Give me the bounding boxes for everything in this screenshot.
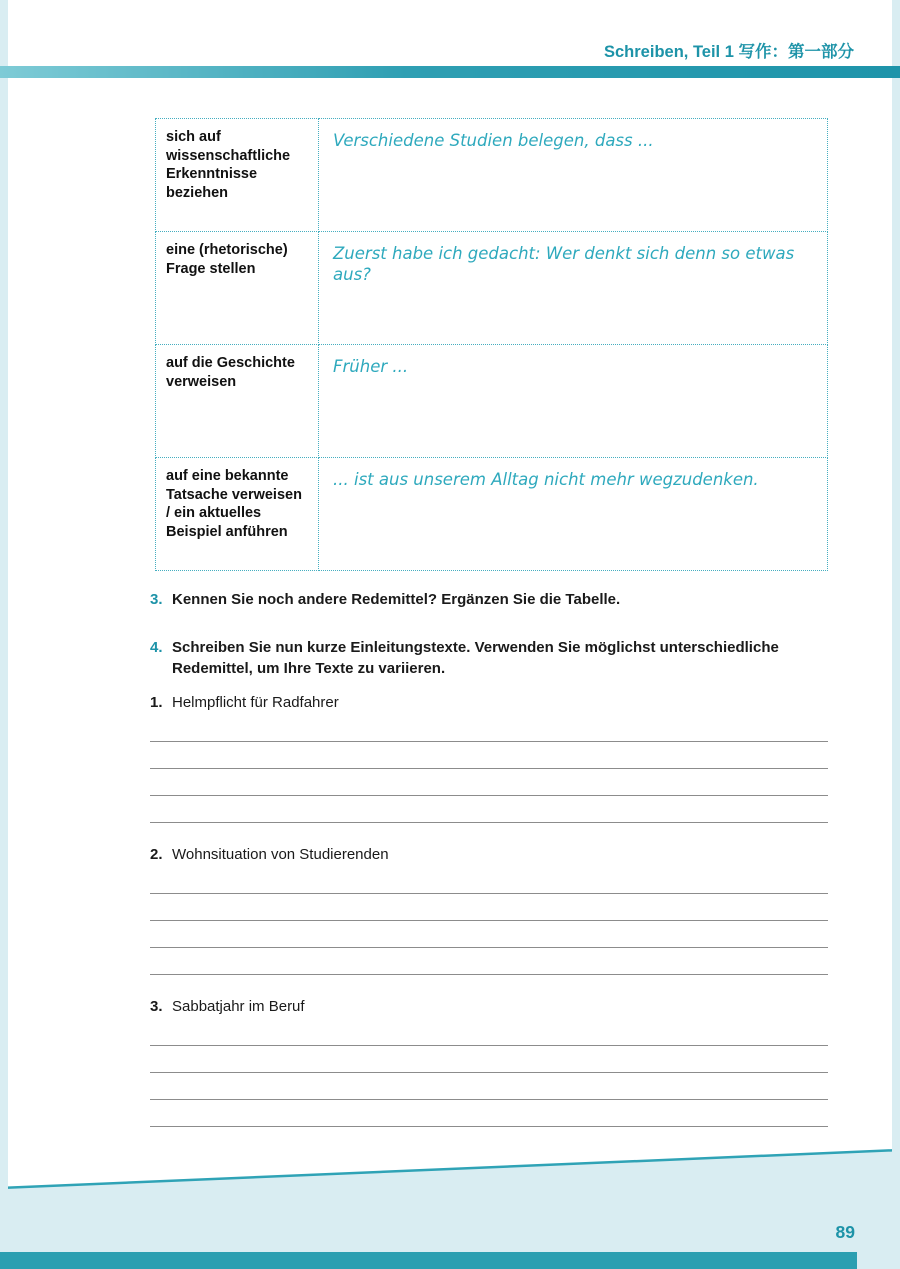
exercise-4 <box>150 638 830 679</box>
writing-line[interactable] <box>150 769 828 796</box>
task-topic: Helmpflicht für Radfahrer <box>172 693 339 711</box>
table-row <box>156 345 828 458</box>
footer-diagonal-decoration <box>0 1147 900 1269</box>
writing-area <box>150 712 828 823</box>
writing-area <box>150 864 828 975</box>
writing-line[interactable] <box>150 1046 828 1073</box>
writing-line[interactable] <box>150 742 828 769</box>
page-header-title: Schreiben, Teil 1 写作：第一部分 <box>604 43 854 61</box>
row-example-field[interactable]: ... ist aus unserem Alltag nicht mehr wegzudenken. <box>319 458 828 571</box>
exercise-number: 3. <box>150 591 163 608</box>
table-row <box>156 119 828 232</box>
writing-line[interactable] <box>150 1073 828 1100</box>
task-topic: Wohnsituation von Studierenden <box>172 845 389 863</box>
row-label: auf eine bekannte Tatsache verweisen / ein aktuelles Beispiel anführen <box>156 458 319 571</box>
task-number: 3. <box>150 997 163 1015</box>
header-rule <box>0 66 900 78</box>
page-number: 89 <box>835 1222 855 1242</box>
writing-line[interactable] <box>150 1100 828 1127</box>
table-row <box>156 232 828 345</box>
writing-line[interactable] <box>150 1016 828 1046</box>
redemittel-table <box>155 118 828 571</box>
task-title <box>150 693 830 712</box>
writing-line[interactable] <box>150 894 828 921</box>
writing-task-3 <box>0 997 900 1127</box>
writing-line[interactable] <box>150 921 828 948</box>
exercise-instruction: Kennen Sie noch andere Redemittel? Ergänzen Sie die Tabelle. <box>172 591 621 608</box>
row-label: auf die Geschichte verweisen <box>156 345 319 458</box>
right-edge-decoration <box>892 0 900 1269</box>
task-topic: Sabbatjahr im Beruf <box>172 997 305 1015</box>
writing-area <box>150 1016 828 1127</box>
task-number: 1. <box>150 693 163 711</box>
task-number: 2. <box>150 845 163 863</box>
row-example-field[interactable]: Verschiedene Studien belegen, dass ... <box>319 119 828 232</box>
row-example-field[interactable]: Zuerst habe ich gedacht: Wer denkt sich denn so etwas aus? <box>319 232 828 345</box>
writing-line[interactable] <box>150 712 828 742</box>
footer-rule <box>0 1252 857 1269</box>
writing-line[interactable] <box>150 864 828 894</box>
writing-line[interactable] <box>150 948 828 975</box>
writing-task-1 <box>0 693 900 823</box>
row-example-field[interactable]: Früher ... <box>319 345 828 458</box>
writing-task-2 <box>0 845 900 975</box>
page-header <box>0 0 900 78</box>
row-label: eine (rhetorische) Frage stellen <box>156 232 319 345</box>
table-row <box>156 458 828 571</box>
exercise-instruction: Schreiben Sie nun kurze Einleitungstexte. Verwenden Sie möglichst unterschiedliche Redemittel, um Ihre Texte zu variieren. <box>172 639 779 677</box>
task-title <box>150 845 830 864</box>
left-edge-decoration <box>0 0 8 1269</box>
exercise-number: 4. <box>150 639 163 657</box>
row-label: sich auf wissenschaftliche Erkenntnisse beziehen <box>156 119 319 232</box>
writing-line[interactable] <box>150 796 828 823</box>
exercise-3 <box>150 590 830 610</box>
task-title <box>150 997 830 1016</box>
